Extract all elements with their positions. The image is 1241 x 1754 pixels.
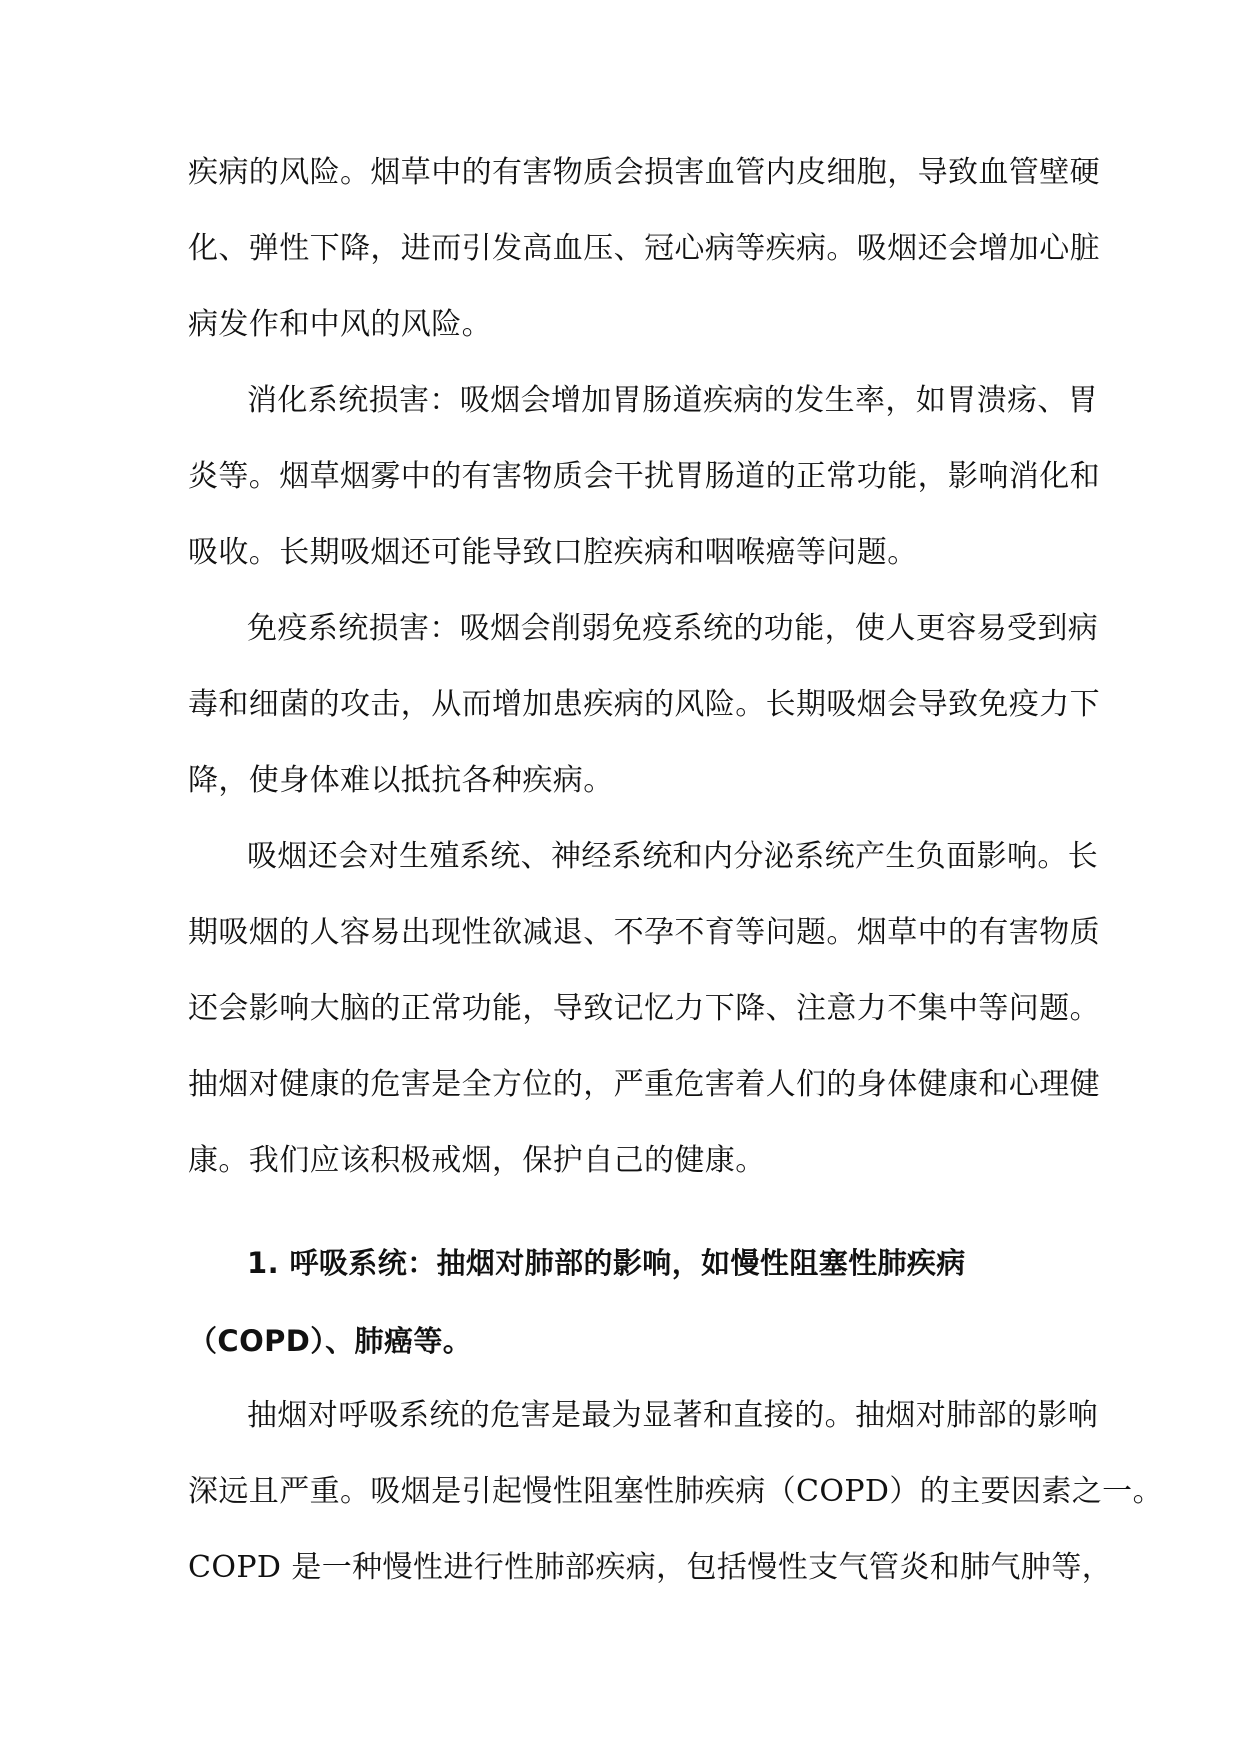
text-line-12: 还会影响大脑的正常功能，导致记忆力下降、注意力不集中等问题。 — [188, 991, 1100, 1026]
text-line-13: 抽烟对健康的危害是全方位的，严重危害着人们的身体健康和心理健 — [188, 1067, 1100, 1102]
text-line-3: 病发作和中风的风险。 — [188, 307, 492, 342]
text-line-17: COPD 是一种慢性进行性肺部疾病，包括慢性支气管炎和肺气肿等， — [188, 1550, 1113, 1585]
section-heading-line-1: 1. 呼吸系统：抽烟对肺部的影响，如慢性阻塞性肺疾病 — [247, 1246, 966, 1280]
text-line-8: 毒和细菌的攻击，从而增加患疾病的风险。长期吸烟会导致免疫力下 — [188, 687, 1100, 722]
text-line-7: 免疫系统损害：吸烟会削弱免疫系统的功能，使人更容易受到病 — [247, 611, 1099, 646]
text-line-15: 抽烟对呼吸系统的危害是最为显著和直接的。抽烟对肺部的影响 — [247, 1398, 1099, 1433]
text-line-6: 吸收。长期吸烟还可能导致口腔疾病和咽喉癌等问题。 — [188, 535, 918, 570]
text-line-16: 深远且严重。吸烟是引起慢性阻塞性肺疾病（COPD）的主要因素之一。 — [188, 1474, 1163, 1509]
text-line-5: 炎等。烟草烟雾中的有害物质会干扰胃肠道的正常功能，影响消化和 — [188, 459, 1100, 494]
text-line-10: 吸烟还会对生殖系统、神经系统和内分泌系统产生负面影响。长 — [247, 839, 1099, 874]
text-line-4: 消化系统损害：吸烟会增加胃肠道疾病的发生率，如胃溃疡、胃 — [247, 383, 1099, 418]
text-line-2: 化、弹性下降，进而引发高血压、冠心病等疾病。吸烟还会增加心脏 — [188, 231, 1100, 266]
section-heading-line-2: （COPD）、肺癌等。 — [188, 1324, 473, 1358]
text-line-11: 期吸烟的人容易出现性欲减退、不孕不育等问题。烟草中的有害物质 — [188, 915, 1100, 950]
text-line-14: 康。我们应该积极戒烟，保护自己的健康。 — [188, 1143, 766, 1178]
text-line-9: 降，使身体难以抵抗各种疾病。 — [188, 763, 614, 798]
text-line-1: 疾病的风险。烟草中的有害物质会损害血管内皮细胞，导致血管壁硬 — [188, 155, 1100, 190]
